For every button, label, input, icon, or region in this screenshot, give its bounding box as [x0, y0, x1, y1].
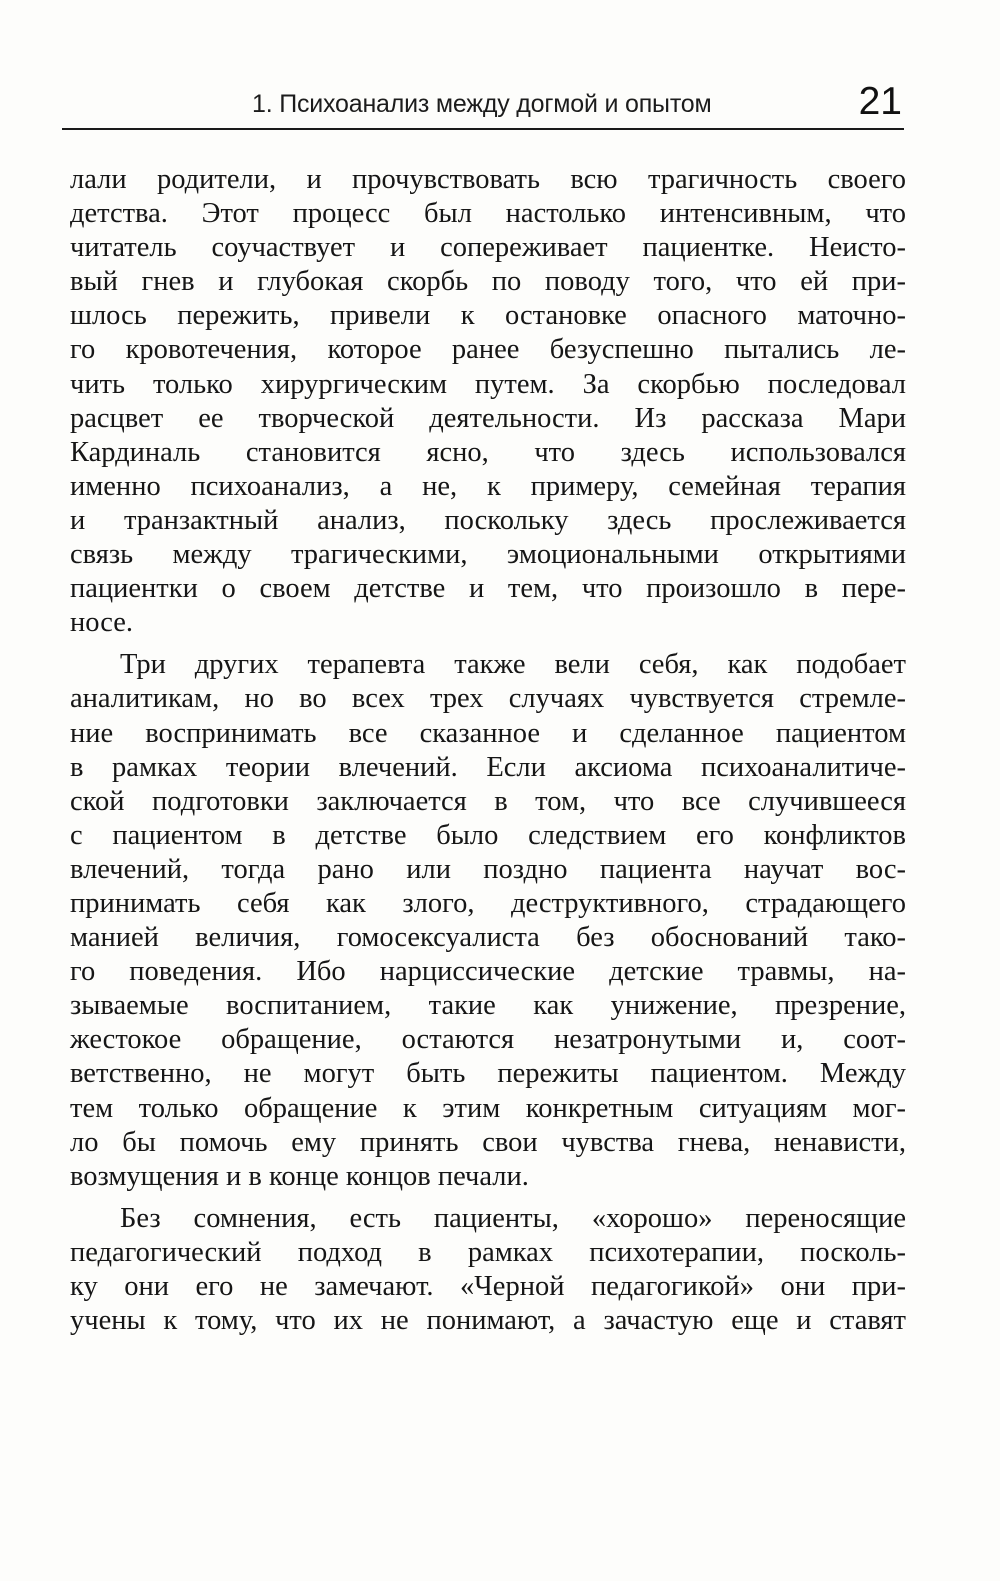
text-line: Кардиналь становится ясно, что здесь использовался — [70, 436, 906, 468]
text-line: с пациентом в детстве было следствием его конфликтов — [70, 819, 906, 851]
running-title: 1. Психоанализ между догмой и опытом — [252, 90, 712, 118]
running-header — [62, 80, 904, 130]
text-line: Без сомнения, есть пациенты, «хорошо» переносящие — [120, 1202, 906, 1234]
text-line: учены к тому, что их не понимают, а зачастую еще и ставят — [70, 1305, 906, 1337]
text-line: шлось пережить, привели к остановке опасного маточно- — [70, 300, 906, 332]
text-line: связь между трагическими, эмоциональными открытиями — [70, 539, 906, 571]
text-line: чить только хирургическим путем. За скорбью последовал — [70, 368, 906, 400]
paragraph — [70, 163, 906, 640]
text-line: расцвет ее творческой деятельности. Из рассказа Мари — [70, 402, 906, 434]
text-line: ветственно, не могут быть пережиты пациентом. Между — [70, 1058, 906, 1090]
text-line: носе. — [70, 607, 133, 639]
text-line: читатель соучаствует и сопереживает пациентке. Неисто- — [70, 232, 906, 264]
page-number: 21 — [858, 80, 902, 123]
paragraph — [70, 648, 906, 1194]
text-line: го поведения. Ибо нарциссические детские травмы, на- — [70, 956, 906, 988]
text-line: педагогический подход в рамках психотерапии, посколь- — [70, 1236, 906, 1268]
paragraph-gap — [70, 640, 906, 648]
text-line: и транзактный анализ, поскольку здесь прослеживается — [70, 504, 906, 536]
text-line: го кровотечения, которое ранее безуспешно пытались ле- — [70, 334, 906, 366]
text-line: влечений, тогда рано или поздно пациента научат вос- — [70, 853, 906, 885]
text-line: зываемые воспитанием, такие как унижение, презрение, — [70, 990, 906, 1022]
text-line: именно психоанализ, а не, к примеру, семейная терапия — [70, 470, 906, 502]
text-line: ло бы помочь ему принять свои чувства гнева, ненависти, — [70, 1126, 906, 1158]
text-line: ние воспринимать все сказанное и сделанное пациентом — [70, 717, 906, 749]
paragraph-gap — [70, 1194, 906, 1202]
text-line: принимать себя как злого, деструктивного, страдающего — [70, 887, 906, 919]
paragraph — [70, 1202, 906, 1338]
text-line: ку они его не замечают. «Черной педагогикой» они при- — [70, 1271, 906, 1302]
body-text — [70, 163, 906, 1338]
text-line: Три других терапевта также вели себя, как подобает — [120, 649, 906, 681]
text-line: аналитикам, но во всех трех случаях чувствуется стремле- — [70, 683, 906, 715]
text-line: манией величия, гомосексуалиста без обоснований тако- — [70, 922, 906, 954]
text-line: ской подготовки заключается в том, что все случившееся — [70, 785, 906, 817]
text-line: жестокое обращение, остаются незатронутыми и, соот- — [70, 1024, 906, 1056]
text-line: пациентки о своем детстве и тем, что произошло в пере- — [70, 573, 906, 605]
text-line: вый гнев и глубокая скорбь по поводу того, что ей при- — [70, 266, 906, 298]
text-line: в рамках теории влечений. Если аксиома психоаналитиче- — [70, 751, 906, 783]
text-line: возмущения и в конце концов печали. — [70, 1160, 529, 1192]
text-line: лали родители, и прочувствовать всю трагичность своего — [70, 164, 906, 195]
text-line: детства. Этот процесс был настолько интенсивным, что — [70, 198, 906, 230]
text-line: тем только обращение к этим конкретным ситуациям мог- — [70, 1092, 906, 1124]
